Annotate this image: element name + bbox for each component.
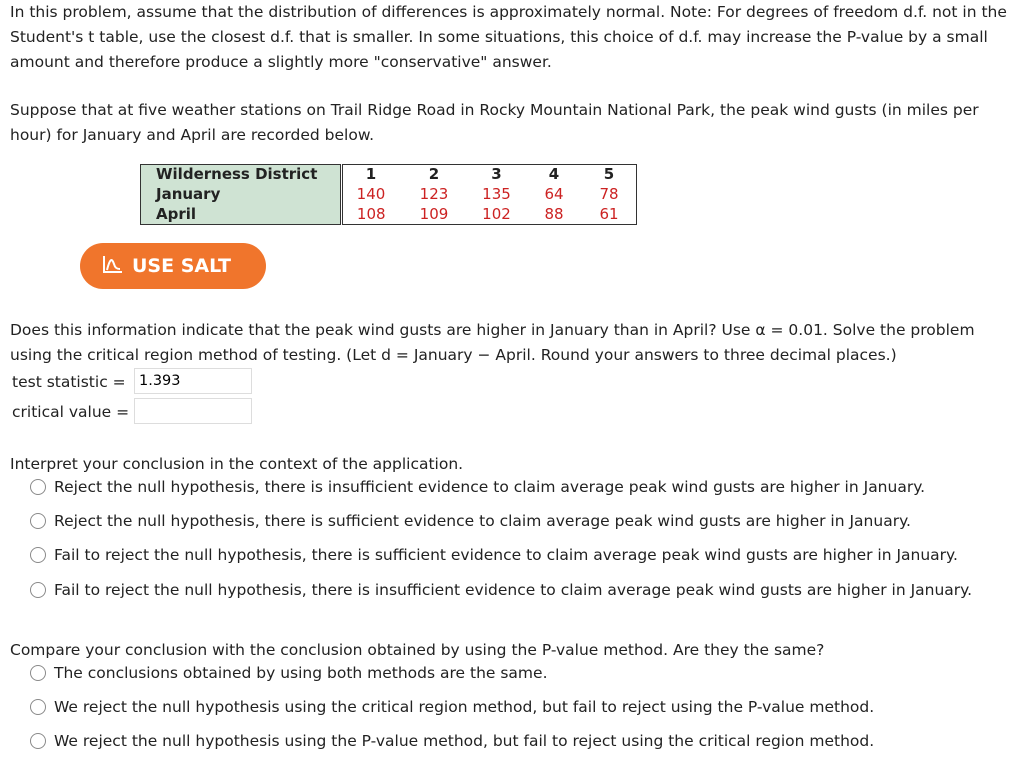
table-cell: 108	[356, 205, 386, 223]
column-header: 4	[548, 165, 560, 183]
table-cell: 61	[599, 205, 619, 223]
compare-prompt: Compare your conclusion with the conclusion obtained by using the P-value method. Are they the same?	[10, 641, 825, 659]
interpret-option[interactable]	[30, 546, 958, 564]
column-header: 1	[365, 165, 377, 183]
use-salt-label: USE SALT	[132, 255, 232, 277]
option-label: Reject the null hypothesis, there is sufficient evidence to claim average peak wind gusts are higher in January.	[54, 512, 911, 530]
critical-value-label: critical value =	[12, 403, 130, 421]
table-row	[141, 165, 637, 185]
critical-value-input[interactable]	[134, 398, 252, 424]
test-statistic-label: test statistic =	[12, 373, 126, 391]
column-header: 5	[603, 165, 615, 183]
table-cell: 140	[356, 185, 386, 203]
table-cell: 135	[482, 185, 511, 203]
interpret-prompt: Interpret your conclusion in the context of the application.	[10, 455, 464, 473]
table-cell: 109	[419, 205, 449, 223]
row-header: April	[141, 205, 341, 225]
compare-option[interactable]	[30, 698, 874, 716]
test-statistic-input[interactable]	[134, 368, 252, 394]
salt-graph-icon	[102, 254, 124, 279]
option-label: Fail to reject the null hypothesis, there is insufficient evidence to claim average peak wind gusts are higher in January.	[54, 581, 973, 599]
option-label: The conclusions obtained by using both methods are the same.	[54, 664, 548, 682]
option-label: Reject the null hypothesis, there is insufficient evidence to claim average peak wind gusts are higher in January.	[54, 478, 926, 496]
radio-button[interactable]	[30, 513, 46, 529]
radio-button[interactable]	[30, 582, 46, 598]
option-label: Fail to reject the null hypothesis, there is sufficient evidence to claim average peak wind gusts are higher in January.	[54, 546, 958, 564]
interpret-option[interactable]	[30, 478, 925, 496]
radio-button[interactable]	[30, 733, 46, 749]
table-cell: 102	[482, 205, 511, 223]
context-paragraph: Suppose that at five weather stations on Trail Ridge Road in Rocky Mountain National Park, the peak wind gusts (in miles per hour) for January and April are recorded below.	[10, 101, 979, 144]
row-header: Wilderness District	[141, 165, 341, 185]
table-row	[141, 205, 637, 225]
table-cell: 123	[419, 185, 449, 203]
table-cell: 64	[544, 185, 564, 203]
interpret-option[interactable]	[30, 512, 911, 530]
radio-button[interactable]	[30, 665, 46, 681]
use-salt-button[interactable]	[80, 243, 266, 289]
table-cell: 78	[599, 185, 619, 203]
option-label: We reject the null hypothesis using the P-value method, but fail to reject using the critical region method.	[54, 732, 875, 750]
interpret-option[interactable]	[30, 581, 972, 599]
compare-option[interactable]	[30, 732, 874, 750]
table-cell: 88	[544, 205, 564, 223]
row-header: January	[141, 185, 341, 205]
question-text: Does this information indicate that the peak wind gusts are higher in January than in April? Use α = 0.01. Solve the problem using the critical region method of testing. (Let d = January − April. Round your answers to three decimal places.)	[10, 321, 975, 364]
option-label: We reject the null hypothesis using the critical region method, but fail to reject using the P-value method.	[54, 698, 875, 716]
radio-button[interactable]	[30, 699, 46, 715]
compare-option[interactable]	[30, 664, 548, 682]
table-row	[141, 185, 637, 205]
data-table	[140, 164, 637, 225]
column-header: 2	[428, 165, 440, 183]
radio-button[interactable]	[30, 547, 46, 563]
intro-paragraph: In this problem, assume that the distribution of differences is approximately normal. Note: For degrees of freedom d.f. not in the Student's t table, use the closest d.f. that is smaller. In some situations, this choice of d.f. may increase the P-value by a small amount and therefore produce a slightly more "conservative" answer.	[10, 3, 1007, 71]
column-header: 3	[491, 165, 502, 183]
radio-button[interactable]	[30, 479, 46, 495]
